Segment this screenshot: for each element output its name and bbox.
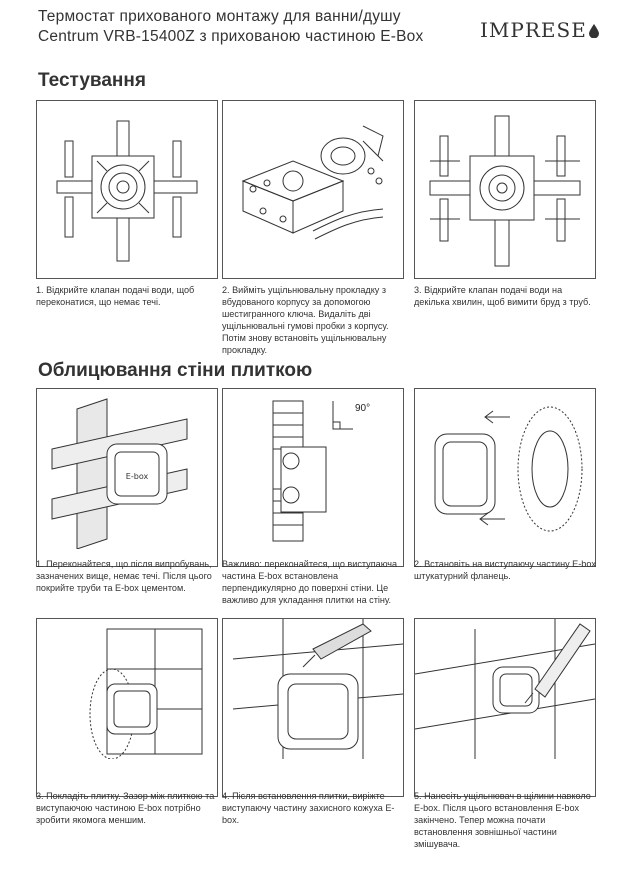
illustration-test-step-3 <box>414 100 596 279</box>
caption-tiling-step-3: 3. Покладіть плитку. Зазор між плиткою та виступаючою частиною E-box потрібно зробити якомога меншим. <box>36 791 215 825</box>
section-title-wall-tiling: Облицювання стіни плиткою <box>38 360 313 381</box>
caption-tiling-step-2: 2. Встановіть на виступаючу частину E-box штукатурний фланець. <box>414 559 596 581</box>
illustration-tiling-important <box>222 388 404 567</box>
brand-logo <box>480 18 599 42</box>
illustration-test-step-1 <box>36 100 218 279</box>
illustration-test-step-2 <box>222 100 404 279</box>
caption-test-step-1: 1. Відкрийте клапан подачі води, щоб переконатися, що немає течі. <box>36 285 195 307</box>
document-title-line-2: Centrum VRB-15400Z з прихованою частиною E-Box <box>38 28 424 45</box>
caption-test-step-3: 3. Відкрийте клапан подачі води на декілька хвилин, щоб вимити бруд з труб. <box>414 285 591 307</box>
svg-text:E-box: E-box <box>125 472 149 481</box>
brand-logo-text: IMPRESE <box>480 18 587 42</box>
section-title-testing: Тестування <box>38 70 146 91</box>
document-title-line-1: Термостат прихованого монтажу для ванни/душу <box>38 8 401 25</box>
caption-tiling-important: Важливо: переконайтеся, що виступаюча частина E-box встановлена перпендикулярно до поверхні стіни. Це важливо для укладання плитки на стіну. <box>222 559 398 605</box>
illustration-tiling-step-5 <box>414 618 596 797</box>
illustration-tiling-step-2 <box>414 388 596 567</box>
caption-test-step-2: 2. Вийміть ущільнювальну прокладку з вбудованого корпусу за допомогою шестигранного ключа. Видаліть дві ущільнювальні гумові пробки з корпусу. Потім знову встановіть ущільнювальну прокладку. <box>222 285 389 355</box>
water-drop-icon <box>589 24 599 38</box>
angle-label: 90° <box>355 403 371 414</box>
illustration-tiling-step-3 <box>36 618 218 797</box>
page-header <box>0 0 630 62</box>
caption-tiling-step-5: 5. Нанесіть ущільнювач в щілини навколо E-box. Після цього встановлення E-box закінчено. Тепер можна почати встановлення зовнішньої частини змішувача. <box>414 791 591 849</box>
caption-tiling-step-4: 4. Після встановлення плитки, виріжте виступаючу частину захисного кожуха E-box. <box>222 791 395 825</box>
illustration-tiling-step-4 <box>222 618 404 797</box>
caption-tiling-step-1: 1. Переконайтеся, що після випробувань, зазначених вище, немає течі. Після цього покрийте труби та E-box цементом. <box>36 559 212 593</box>
illustration-tiling-step-1 <box>36 388 218 567</box>
